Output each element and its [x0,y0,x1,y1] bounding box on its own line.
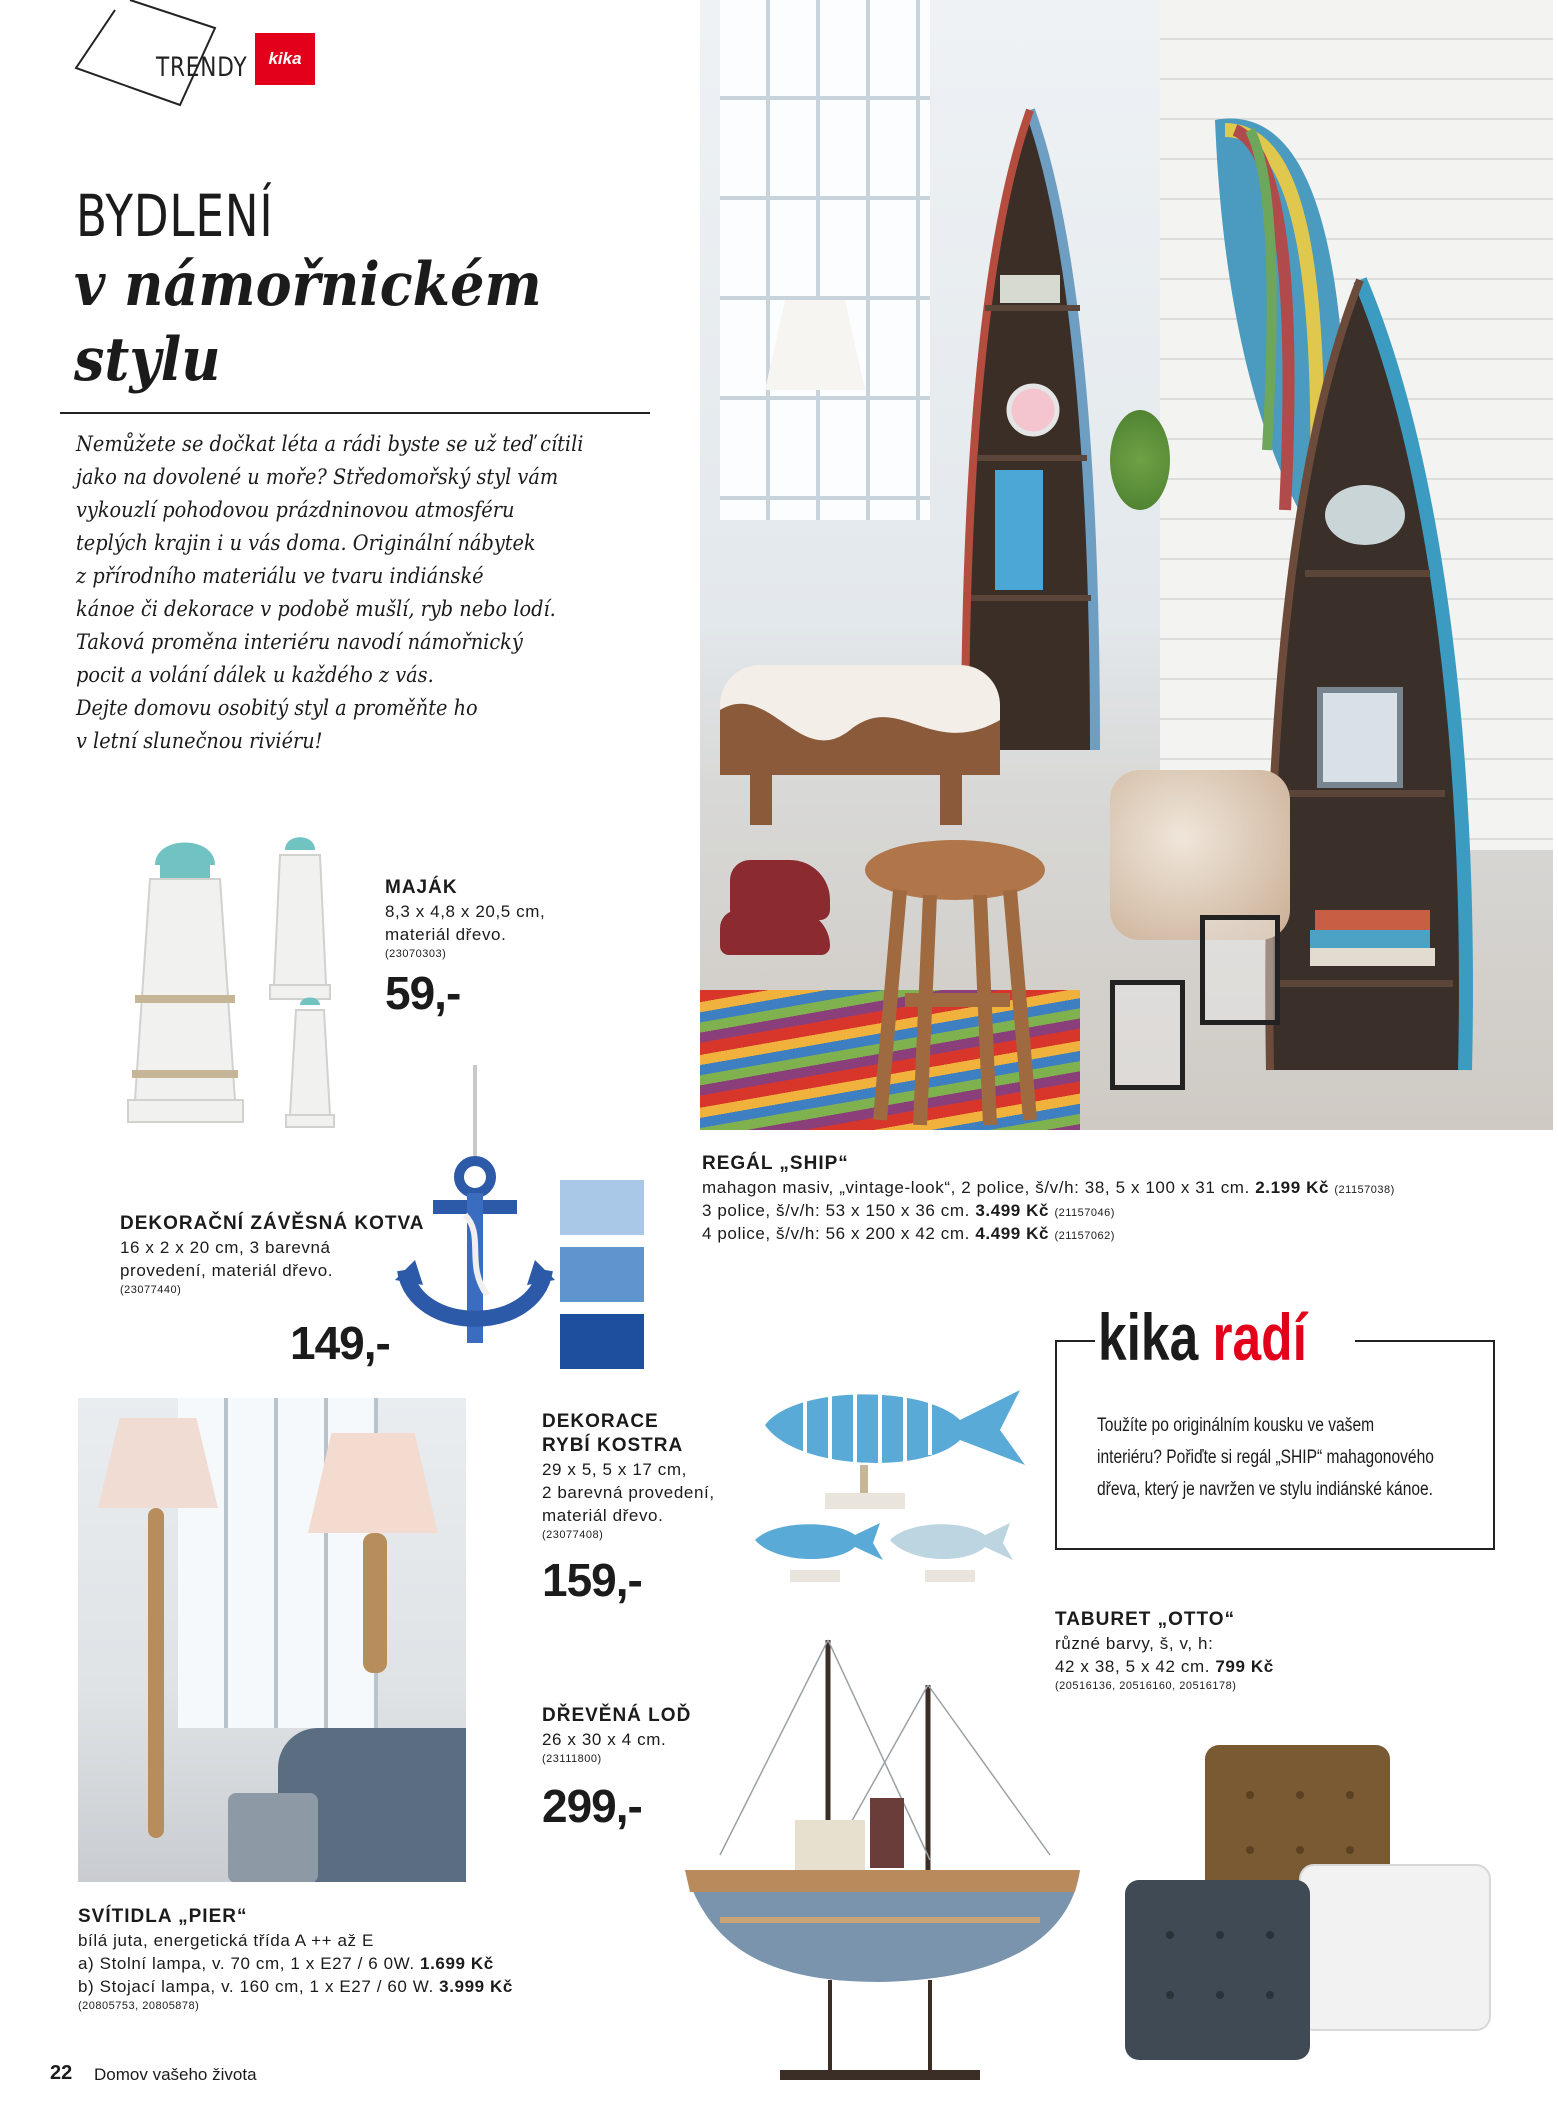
intro-line: Dejte domovu osobitý styl a proměňte ho [76,696,478,720]
product-name: MAJÁK [385,877,458,898]
ship-line-code: (21157046) [1054,1207,1115,1219]
product-desc-line: 8,3 x 4,8 x 20,5 cm, [385,902,546,921]
product-desc-line: bílá juta, energetická třída A ++ až E [78,1931,374,1950]
headline-divider [60,412,650,414]
advice-title [1098,1302,1307,1372]
advice-line: dřeva, který je navržen ve stylu indiánské kánoe. [1097,1479,1434,1500]
ship-line-text: 3 police, š/v/h: 53 x 150 x 36 cm. [702,1201,970,1220]
taburet-line-price: 799 Kč [1215,1657,1274,1676]
product-name: SVÍTIDLA „PIER“ [78,1906,248,1927]
kika-logo[interactable] [255,33,315,85]
product-desc-line [78,1975,513,1998]
intro-line: teplých krajin i u vás doma. Originální nábytek [76,531,536,555]
wooden-stool-image [860,840,1050,1130]
product-name: DEKORACE [542,1411,659,1432]
product-desc-line: materiál dřevo. [385,925,507,944]
plant-image [1110,410,1170,510]
product-desc-line: různé barvy, š, v, h: [1055,1634,1214,1653]
intro-line: pocit a volání dálek u každého z vás. [76,663,434,687]
product-code: (23077440) [120,1284,182,1296]
ship-line-price: 4.499 Kč [975,1224,1050,1243]
headline-line2: v námořnickém [74,250,542,320]
product-desc-line: provedení, materiál dřevo. [120,1261,334,1280]
lantern-image [1200,915,1280,1025]
product-price: 59,- [385,967,461,1019]
product-name: TABURET „OTTO“ [1055,1609,1236,1630]
product-majak [385,876,545,1018]
window-frame [720,0,930,520]
advice-title-kika: kika [1098,1300,1199,1374]
anchor-image[interactable] [395,1065,555,1365]
product-desc-line [702,1176,1395,1199]
wooden-ship-image[interactable] [680,1630,1085,2090]
advice-text [1097,1410,1434,1506]
product-code: (20516136, 20516160, 20516178) [1055,1680,1237,1692]
side-table-image [228,1793,318,1882]
headline-line3: stylu [74,325,221,395]
product-desc-line [702,1199,1395,1222]
ship-line-code: (21157062) [1054,1230,1115,1242]
intro-line: Taková proměna interiéru navodí námořnický [76,630,523,654]
headline-line1: BYDLENÍ [76,182,274,250]
sneakers-image [720,910,830,955]
color-swatch[interactable] [560,1314,644,1369]
product-name: RYBÍ KOSTRA [542,1435,684,1456]
product-ryba [542,1410,715,1605]
product-code: (20805753, 20805878) [78,2000,200,2012]
table-lamp-rope-image [363,1533,387,1673]
product-name: DŘEVĚNÁ LOĎ [542,1705,692,1726]
pier-line-price: 3.999 Kč [439,1977,513,1996]
cowhide-bench-image [710,650,1010,830]
intro-line: z přírodního materiálu ve tvaru indiánské [76,564,484,588]
product-name: DEKORAČNÍ ZÁVĚSNÁ KOTVA [120,1213,425,1234]
product-desc-line: 2 barevná provedení, [542,1483,715,1502]
product-taburet [1055,1608,1274,1694]
product-name: REGÁL „SHIP“ [702,1153,849,1174]
fish-skeleton-image[interactable] [755,1365,1035,1595]
product-desc-line: materiál dřevo. [542,1506,664,1525]
intro-line: vykouzlí pohodovou prázdninovou atmosféru [76,498,515,522]
product-code: (23077408) [542,1529,604,1541]
product-price: 159,- [542,1554,642,1606]
product-pier [78,1905,513,2014]
intro-line: Nemůžete se dočkat léta a rádi byste se už teď cítili [76,432,584,456]
product-desc-line: 26 x 30 x 4 cm. [542,1730,667,1749]
ship-line-code: (21157038) [1334,1184,1395,1196]
product-desc-line [1055,1655,1274,1678]
advice-box-top-right [1355,1340,1495,1342]
product-kotva [120,1212,425,1298]
advice-line: interiéru? Pořiďte si regál „SHIP“ mahagonového [1097,1447,1434,1468]
pier-line-text: b) Stojací lampa, v. 160 cm, 1 x E27 / 60 W. [78,1977,434,1996]
product-desc-line: 16 x 2 x 20 cm, 3 barevná [120,1238,331,1257]
product-desc-line [702,1222,1395,1245]
color-swatch[interactable] [560,1180,644,1235]
product-desc-line [78,1952,513,1975]
lamps-photo[interactable] [78,1398,466,1882]
product-desc-line: 29 x 5, 5 x 17 cm, [542,1460,687,1479]
advice-line: Toužíte po originálním kousku ve vašem [1097,1415,1375,1436]
lantern-image [1110,980,1185,1090]
product-price: 299,- [542,1780,642,1832]
pier-line-price: 1.699 Kč [420,1954,494,1973]
footer-label: Domov vašeho života [94,2065,257,2084]
intro-line: kánoe či dekorace v podobě mušlí, ryb nebo lodí. [76,597,556,621]
pier-line-text: a) Stolní lampa, v. 70 cm, 1 x E27 / 6 0W. [78,1954,415,1973]
intro-line: jako na dovolené u moře? Středomořský styl vám [76,465,559,489]
advice-box-top-left [1055,1340,1095,1342]
page-number: 22 [50,2062,73,2084]
product-lod [542,1704,691,1831]
color-swatch[interactable] [560,1247,644,1302]
kika-logo-text: kika [268,49,302,68]
boat-shelf-large-image [1250,270,1480,1090]
floor-lamp-rope-image [148,1508,164,1838]
ship-line-price: 2.199 Kč [1255,1178,1330,1197]
product-code: (23070303) [385,948,447,960]
product-price: 149,- [290,1317,390,1369]
room-photo [700,0,1553,1130]
ship-line-text: mahagon masiv, „vintage-look“, 2 police, š/v/h: 38, 5 x 100 x 31 cm. [702,1178,1250,1197]
taburet-line-text: 42 x 38, 5 x 42 cm. [1055,1657,1211,1676]
advice-title-radi: radí [1212,1300,1307,1374]
ship-line-price: 3.499 Kč [975,1201,1050,1220]
product-code: (23111800) [542,1753,602,1765]
ottoman-cubes-image[interactable] [1110,1735,1500,2065]
ship-line-text: 4 police, š/v/h: 56 x 200 x 42 cm. [702,1224,970,1243]
section-label: TRENDY [156,52,248,83]
lighthouse-image[interactable] [120,815,350,1135]
intro-text [76,428,583,758]
intro-line: v letní slunečnou riviéru! [76,729,323,753]
product-ship [702,1152,1395,1245]
